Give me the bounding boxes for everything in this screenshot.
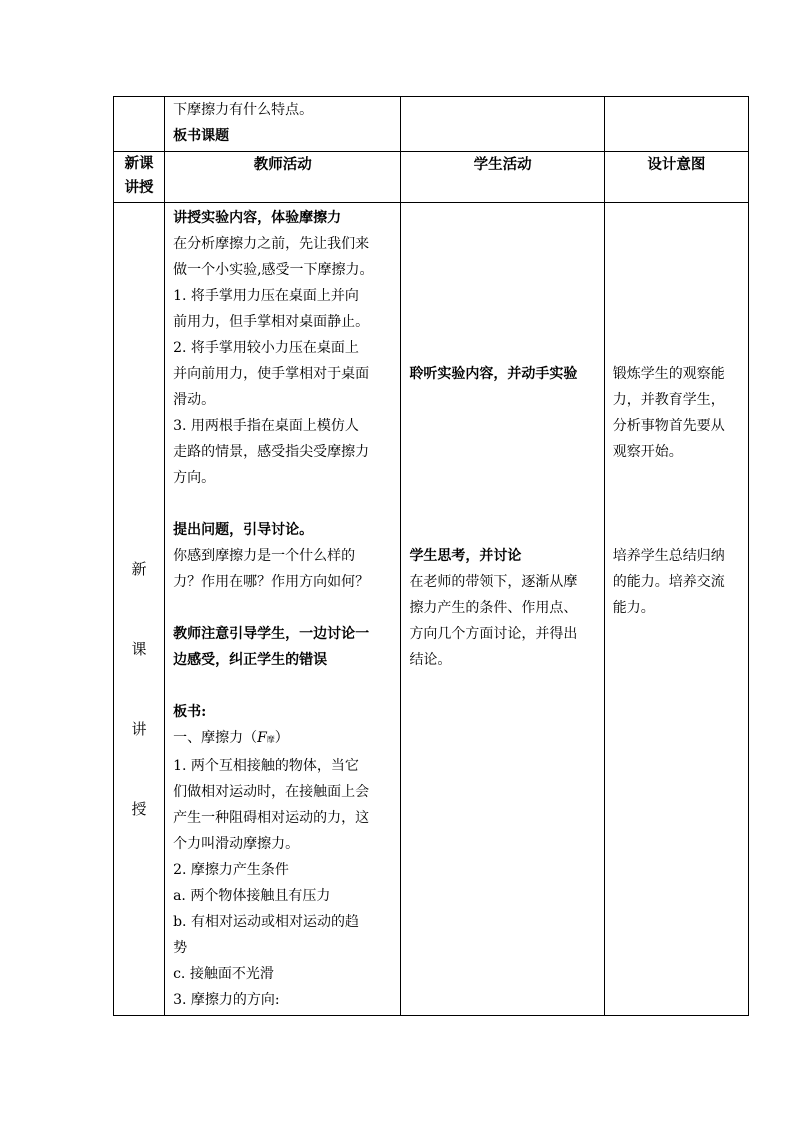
header-col1-line: 讲授 bbox=[124, 179, 154, 196]
step3-line: 走路的情景，感受指尖受摩擦力 bbox=[173, 444, 370, 460]
definition-line: 们做相对运动时，在接触面上会 bbox=[173, 784, 370, 800]
content-row bbox=[114, 203, 749, 1016]
design-intent-2-line: 能力。 bbox=[612, 600, 655, 616]
design-intent-1-line: 锻炼学生的观察能 bbox=[612, 366, 725, 382]
question-line: 你感到摩擦力是一个什么样的 bbox=[173, 548, 356, 564]
condition-b-line: b. 有相对运动或相对运动的趋 bbox=[173, 914, 359, 930]
top-row bbox=[114, 97, 749, 152]
section-label-char: 讲 bbox=[131, 720, 147, 738]
top-row-teacher-cell bbox=[165, 97, 401, 152]
header-student-activity: 学生活动 bbox=[473, 156, 532, 173]
student-activity-1: 聆听实验内容，并动手实验 bbox=[409, 366, 578, 382]
teacher-activity-cell bbox=[165, 203, 401, 1016]
student-activity-2-line: 结论。 bbox=[409, 652, 452, 668]
friction-direction: 3. 摩擦力的方向: bbox=[173, 992, 280, 1008]
definition-line: 1. 两个互相接触的物体，当它 bbox=[173, 758, 359, 774]
intro-line: 做一个小实验,感受一下摩擦力。 bbox=[173, 262, 374, 278]
header-col1-line: 新课 bbox=[124, 155, 154, 172]
question-line: 力？作用在哪？作用方向如何？ bbox=[173, 574, 370, 590]
header-design-intent: 设计意图 bbox=[647, 156, 706, 173]
condition-c: c. 接触面不光滑 bbox=[173, 966, 274, 982]
force-subscript: 摩 bbox=[266, 735, 275, 744]
board-heading bbox=[173, 725, 396, 753]
header-teacher-activity: 教师活动 bbox=[253, 156, 312, 173]
student-activity-2-line: 方向几个方面讨论，并得出 bbox=[409, 626, 578, 642]
step1-line: 前用力，但手掌相对桌面静止。 bbox=[173, 314, 370, 330]
section-label-char: 授 bbox=[131, 800, 147, 818]
board-heading-suffix: ） bbox=[274, 730, 289, 746]
header-row bbox=[114, 152, 749, 203]
board-heading-prefix: 一、摩擦力（ bbox=[173, 730, 258, 746]
guide-line: 边感受，纠正学生的错误 bbox=[173, 652, 328, 668]
top-row-label-cell bbox=[114, 97, 165, 152]
question-title: 提出问题，引导讨论。 bbox=[173, 522, 314, 538]
step3-line: 3. 用两根手指在桌面上模仿人 bbox=[173, 418, 359, 434]
student-activity-2-title: 学生思考，并讨论 bbox=[409, 548, 522, 564]
section-label-char: 新 bbox=[131, 560, 147, 578]
experiment-title: 讲授实验内容，体验摩擦力 bbox=[173, 210, 342, 226]
header-col4 bbox=[604, 152, 748, 203]
step1-line: 1. 将手掌用力压在桌面上并向 bbox=[173, 288, 359, 304]
design-intent-1-line: 观察开始。 bbox=[612, 444, 683, 460]
step2-line: 滑动。 bbox=[173, 392, 216, 408]
definition-line: 产生一种阻碍相对运动的力，这 bbox=[173, 810, 370, 826]
guide-line: 教师注意引导学生，一边讨论一 bbox=[173, 626, 370, 642]
student-activity-cell bbox=[401, 203, 604, 1016]
top-row-design-cell bbox=[604, 97, 748, 152]
condition-b-line: 势 bbox=[173, 940, 188, 956]
step2-line: 2. 将手掌用较小力压在桌面上 bbox=[173, 340, 359, 356]
step3-line: 方向。 bbox=[173, 470, 216, 486]
header-col1 bbox=[114, 152, 165, 203]
student-activity-2-line: 擦力产生的条件、作用点、 bbox=[409, 600, 578, 616]
condition-title: 2. 摩擦力产生条件 bbox=[173, 862, 289, 878]
top-row-student-cell bbox=[401, 97, 604, 152]
step2-line: 并向前用力，使手掌相对于桌面 bbox=[173, 366, 370, 382]
definition-line: 个力叫滑动摩擦力。 bbox=[173, 836, 300, 852]
section-label-char: 课 bbox=[131, 640, 147, 658]
design-intent-cell bbox=[604, 203, 748, 1016]
header-col2 bbox=[165, 152, 401, 203]
section-label-cell bbox=[114, 203, 165, 1016]
design-intent-2-line: 培养学生总结归纳 bbox=[612, 548, 725, 564]
design-intent-1-line: 力，并教育学生， bbox=[612, 392, 725, 408]
intro-line: 在分析摩擦力之前，先让我们来 bbox=[173, 236, 370, 252]
board-title: 板书: bbox=[173, 704, 207, 720]
header-col3 bbox=[401, 152, 604, 203]
board-topic-label: 板书课题 bbox=[173, 128, 230, 144]
force-symbol: F bbox=[257, 730, 267, 746]
design-intent-2-line: 的能力。培养交流 bbox=[612, 574, 725, 590]
lesson-plan-table bbox=[113, 96, 749, 1016]
design-intent-1-line: 分析事物首先要从 bbox=[612, 418, 725, 434]
condition-a: a. 两个物体接触且有压力 bbox=[173, 888, 331, 904]
student-activity-2-line: 在老师的带领下，逐渐从摩 bbox=[409, 574, 578, 590]
top-text-line: 下摩擦力有什么特点。 bbox=[173, 102, 314, 118]
